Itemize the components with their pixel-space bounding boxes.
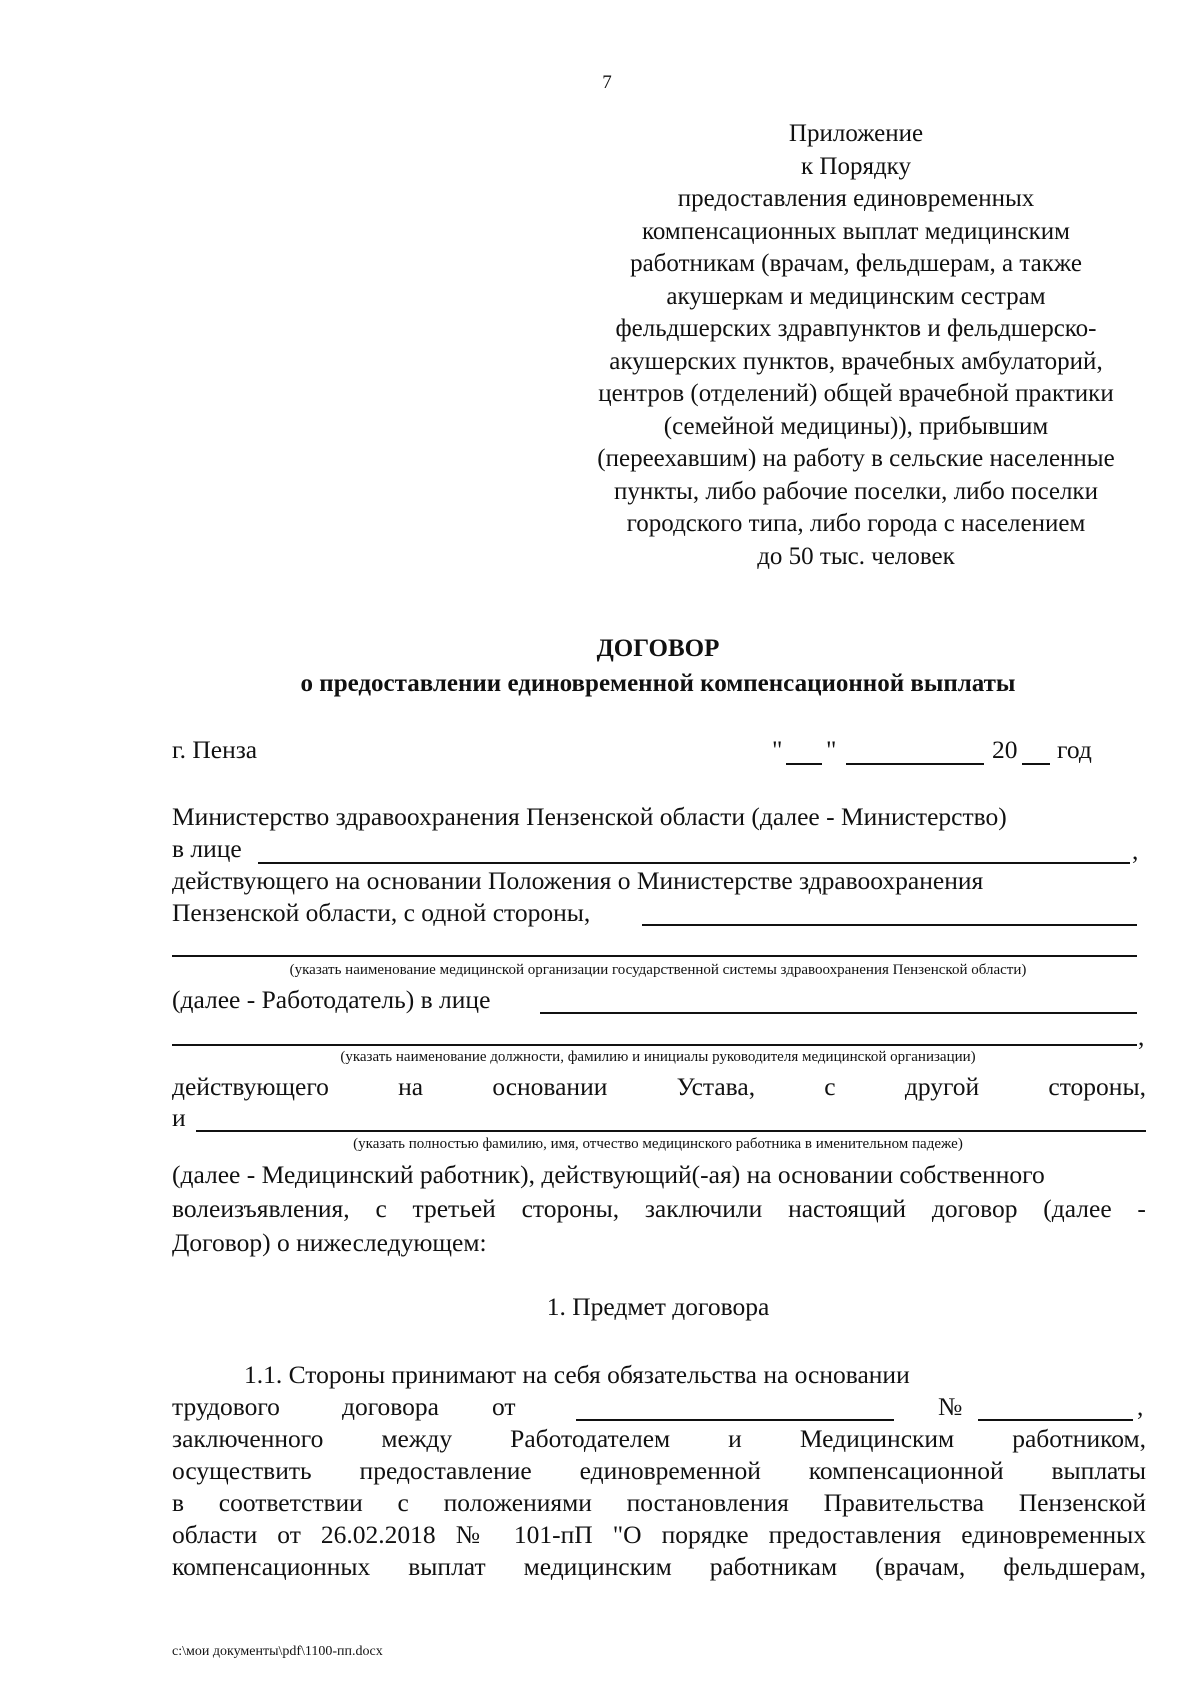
word: стороны, [521, 1194, 620, 1223]
comma: , [1132, 836, 1139, 865]
org-name-blank-1[interactable] [642, 924, 1137, 926]
medical-worker-name-blank[interactable] [196, 1130, 1146, 1132]
appendix-line: Приложение [788, 120, 924, 147]
worker-paragraph-line-2 [172, 1194, 1146, 1224]
word: Устава, [676, 1072, 756, 1101]
contract-subtitle: о предоставлении единовременной компенсационной выплаты [300, 670, 1016, 697]
word: действующего [172, 1072, 329, 1101]
appendix-line: компенсационных выплат медицинским [642, 217, 1070, 245]
word: - [1137, 1194, 1146, 1223]
date-day-blank[interactable] [786, 763, 822, 765]
word: с [824, 1072, 836, 1101]
appendix-line: предоставления единовременных [677, 185, 1035, 212]
word: и [728, 1424, 742, 1453]
labor-word: трудового [172, 1392, 280, 1421]
page-number: 7 [602, 72, 612, 93]
accordance-line: в соответствии с положениями постановления Правительства Пензенской [172, 1488, 1146, 1517]
word: стороны, [1048, 1072, 1146, 1101]
word: другой [904, 1072, 980, 1101]
resolution-line: области от 26.02.2018 № 101-пП "О порядке предоставления единовременных [172, 1520, 1146, 1549]
contract-title: ДОГОВОР [596, 635, 720, 662]
worker-paragraph-line-1: (далее - Медицинский работник), действующий(-ая) на основании собственного [172, 1160, 1045, 1189]
labor-word: от [492, 1392, 516, 1421]
word: на [398, 1072, 424, 1101]
appendix-line: центров (отделений) общей врачебной практики [598, 380, 1114, 407]
word: договор [931, 1194, 1018, 1223]
ministry-representative-blank[interactable] [258, 862, 1130, 864]
comma: , [1138, 1022, 1145, 1051]
number-sign: № [938, 1392, 963, 1421]
date-year-word: год [1057, 735, 1092, 764]
word: заключенного [172, 1424, 324, 1453]
employer-representative-blank[interactable] [540, 1012, 1137, 1014]
charter-line [172, 1072, 1146, 1102]
word: третьей [412, 1194, 496, 1223]
hint-org-name: (указать наименование медицинской организации государственной системы здравоохранения Пензенской области) [289, 962, 1027, 978]
ministry-line: Министерство здравоохранения Пензенской области (далее - Министерство) [172, 802, 1007, 831]
word: заключили [644, 1194, 763, 1223]
employer-in-person: (далее - Работодатель) в лице [172, 985, 491, 1014]
word: с [375, 1194, 387, 1223]
word: между [381, 1424, 453, 1453]
section-heading: 1. Предмет договора [546, 1292, 770, 1321]
worker-paragraph-line-3: Договор) о нижеследующем: [172, 1228, 487, 1257]
labor-contract-number-blank[interactable] [978, 1419, 1133, 1421]
labor-contract-date-blank[interactable] [576, 1419, 894, 1421]
word: работником, [1012, 1424, 1146, 1453]
one-side-line: Пензенской области, с одной стороны, [172, 898, 591, 927]
appendix-line: работникам (врачам, фельдшерам, а также [630, 250, 1082, 277]
word: основании [492, 1072, 608, 1101]
word: Медицинским [799, 1424, 955, 1453]
acting-basis-line: действующего на основании Положения о Министерстве здравоохранения [172, 866, 984, 895]
concluded-line [172, 1424, 1146, 1454]
hint-head-name: (указать наименование должности, фамилию и инициалы руководителя медицинской организации) [340, 1049, 976, 1065]
file-path-footer: c:\мои документы\pdf\1100-пп.docx [172, 1644, 383, 1659]
org-name-blank-2[interactable] [172, 955, 1137, 957]
appendix-line: городского типа, либо города с населением [626, 510, 1086, 537]
date-quote-close: " [826, 735, 837, 764]
appendix-line: акушеркам и медицинским сестрам [666, 282, 1046, 310]
appendix-line: до 50 тыс. человек [757, 542, 955, 570]
compensation-line: компенсационных выплат медицинским работникам (врачам, фельдшерам, [172, 1552, 1146, 1581]
word: Работодателем [510, 1424, 671, 1453]
labor-word: договора [342, 1392, 439, 1421]
word: настоящий [788, 1194, 907, 1223]
date-quote-open: " [772, 735, 783, 764]
appendix-line: фельдшерских здравпунктов и фельдшерско- [615, 315, 1097, 342]
comma: , [1137, 1392, 1144, 1421]
and-label: и [172, 1103, 186, 1132]
date-year-prefix: 20 [992, 735, 1018, 764]
ministry-in-person: в лице [172, 834, 242, 863]
provide-line: осуществить предоставление единовременной компенсационной выплаты [172, 1456, 1146, 1485]
word: (далее [1043, 1194, 1112, 1223]
word: волеизъявления, [172, 1194, 350, 1223]
head-position-blank[interactable] [172, 1044, 1137, 1046]
appendix-block [540, 118, 1172, 573]
hint-worker-name: (указать полностью фамилию, имя, отчество медицинского работника в именительном падеже) [353, 1136, 963, 1152]
appendix-line: (переехавшим) на работу в сельские населенные [597, 445, 1115, 472]
appendix-line: акушерских пунктов, врачебных амбулаторий, [609, 347, 1103, 375]
appendix-line: к Порядку [801, 152, 911, 180]
date-month-blank[interactable] [846, 763, 984, 765]
appendix-line: пункты, либо рабочие поселки, либо поселки [614, 477, 1098, 505]
city-label: г. Пенза [172, 735, 258, 764]
clause-1-1-line-1: 1.1. Стороны принимают на себя обязательства на основании [244, 1360, 910, 1389]
date-year-blank[interactable] [1022, 763, 1050, 765]
appendix-line: (семейной медицины)), прибывшим [663, 412, 1049, 440]
